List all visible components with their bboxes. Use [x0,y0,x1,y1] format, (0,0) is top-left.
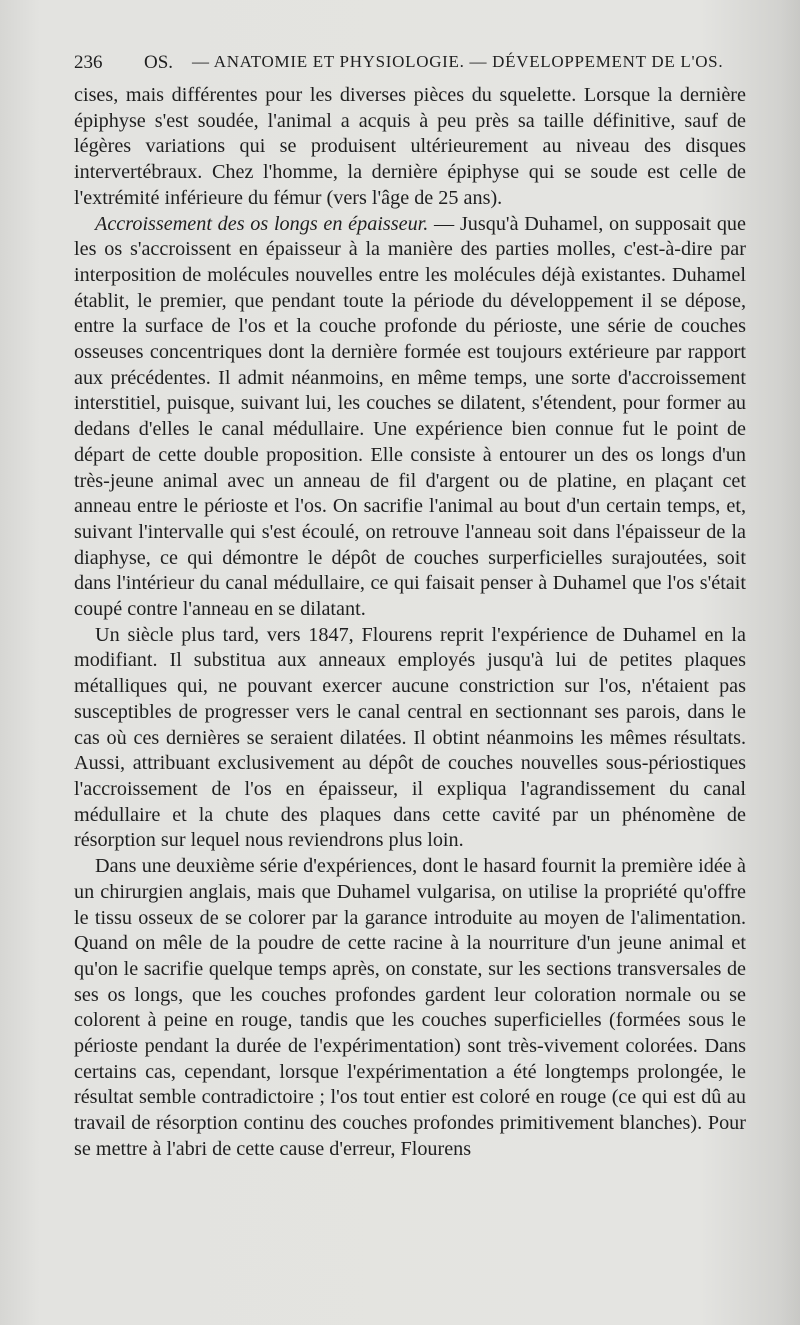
paragraph-3: Un siècle plus tard, vers 1847, Flourens reprit l'expérience de Duhamel en la modifiant. Il substitua aux anneaux employés jusqu'à lui de petites plaques métalliques qui, ne pouvant exercer aucune constriction sur l'os, n'étaient pas susceptibles de progresser vers le canal central en sectionnant ses parois, dans le cas où ces dernières se seraient dilatées. Il obtint néanmoins les mêmes résultats. Aussi, attribuant exclusivement au dépôt de couches nouvelles sous-périostiques l'accroissement de l'os en épaisseur, il expliqua l'agrandissement du canal médullaire et la chute des plaques dans cette cavité par un phénomène de résorption sur lequel nous reviendrons plus loin. [74,623,746,852]
paragraph-2-heading: Accroissement des os longs en épaisseur. [95,212,429,235]
paragraph-2 [74,212,746,623]
running-title: — ANATOMIE ET PHYSIOLOGIE. — DÉVELOPPEMENT DE L'OS. [192,52,724,71]
section-title: OS. [144,52,174,73]
paragraph-2-text: — Jusqu'à Duhamel, on supposait que les os s'accroissent en épaisseur à la manière des parties molles, c'est-à-dire par interposition de molécules nouvelles entre les molécules déjà existantes. Duhamel établit, le premier, que pendant toute la période du développement il se dépose, entre la surface de l'os et la couche profonde du périoste, une série de couches osseuses concentriques dont la dernière formée est toujours extérieure par rapport aux précédentes. Il admit néanmoins, en même temps, une sorte d'accroissement interstitiel, puisque, suivant lui, les couches se dilatent, s'étendent, pour former au dedans d'elles le canal médullaire. Une expérience bien connue fut le point de départ de cette double proposition. Elle consiste à entourer un des os longs d'un très-jeune animal avec un anneau de fil d'argent ou de platine, en plaçant cet anneau entre le périoste et l'os. On sacrifie l'animal au bout d'un certain temps, et, suivant l'intervalle qui s'est écoulé, on retrouve l'anneau soit dans l'épaisseur de la diaphyse, ce qui démontre le dépôt de couches surperficielles surajoutées, soit dans l'intérieur du canal médullaire, ce qui faisait penser à Duhamel que l'os s'était coupé contre l'anneau en se dilatant. [74,212,746,621]
running-header [74,52,746,78]
paragraph-1: cises, mais différentes pour les diverses pièces du squelette. Lorsque la dernière épiphyse s'est soudée, l'animal a acquis à peu près sa taille définitive, sauf de légères variations qui se produisent ultérieurement au niveau des disques intervertébraux. Chez l'homme, la dernière épiphyse qui se soude est celle de l'extrémité inférieure du fémur (vers l'âge de 25 ans). [74,84,746,209]
body-text [74,83,746,1163]
page-number: 236 [74,52,103,73]
paragraph-4: Dans une deuxième série d'expériences, dont le hasard fournit la première idée à un chirurgien anglais, mais que Duhamel vulgarisa, on utilise la propriété qu'offre le tissu osseux de se colorer par la garance introduite au moyen de l'alimentation. Quand on mêle de la poudre de cette racine à la nourriture d'un jeune animal et qu'on le sacrifie quelque temps après, on constate, sur les sections transversales de ses os longs, que les couches profondes gardent leur coloration normale ou se colorent à peine en rouge, tandis que les couches superficielles (formées sous le périoste pendant la durée de l'expérimentation) sont très-vivement colorées. Dans certains cas, cependant, lorsque l'expérimentation a été longtemps prolongée, le résultat semble contradictoire ; l'os tout entier est coloré en rouge (ce qui est dû au travail de résorption continu des couches profondes primitivement blanches). Pour se mettre à l'abri de cette cause d'erreur, Flourens [74,855,746,1160]
